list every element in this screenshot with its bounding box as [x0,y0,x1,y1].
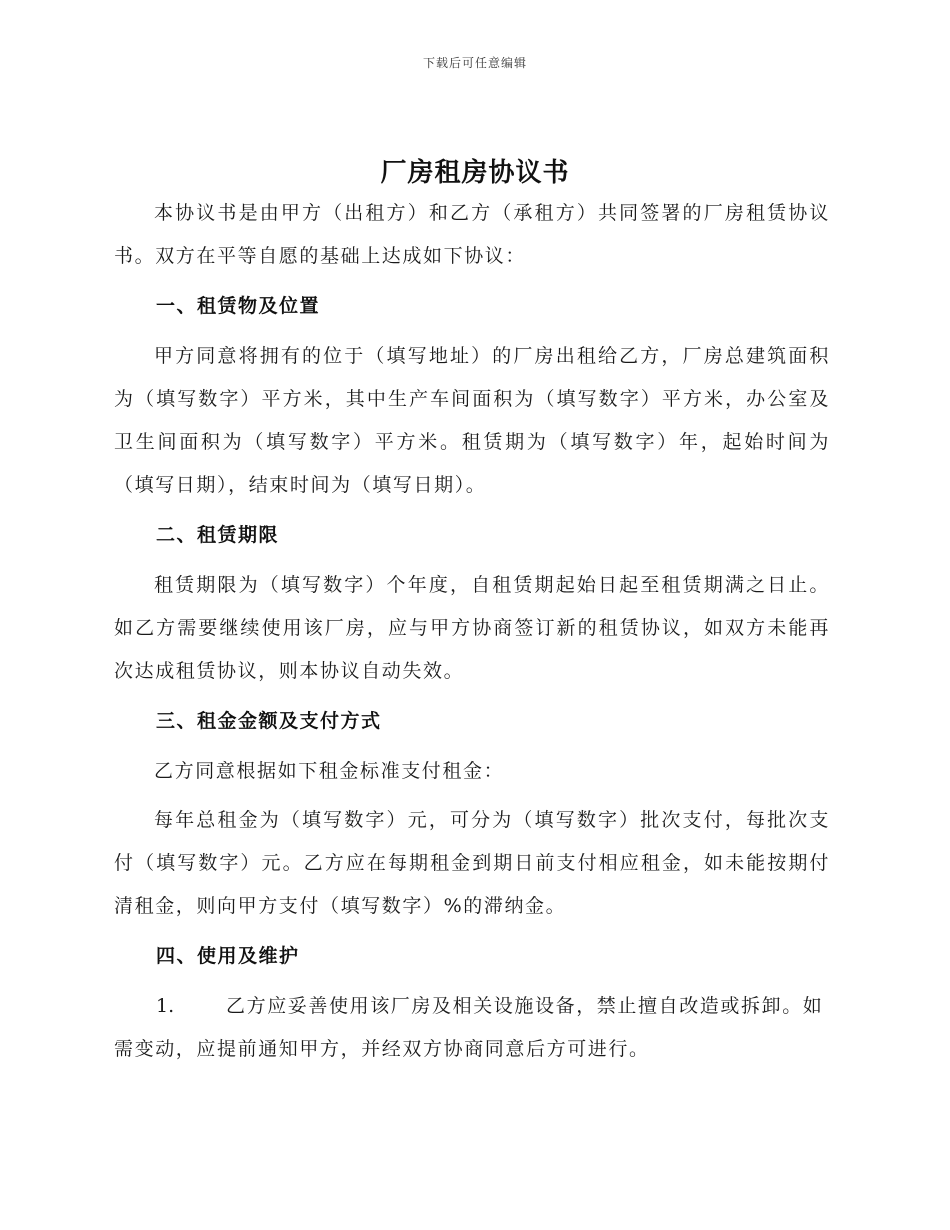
list-item [114,985,830,1071]
section-2-paragraph: 租赁期限为（填写数字）个年度，自租赁期起始日起至租赁期满之日止。如乙方需要继续使用该厂房，应与甲方协商签订新的租赁协议，如双方未能再次达成租赁协议，则本协议自动失效。 [114,574,830,682]
header-note: 下载后可任意编辑 [422,56,527,70]
section-heading-1: 一、租赁物及位置 [156,295,321,317]
section-heading-4: 四、使用及维护 [156,945,300,967]
section-1-paragraph: 甲方同意将拥有的位于（填写地址）的厂房出租给乙方，厂房总建筑面积为（填写数字）平方米，其中生产车间面积为（填写数字）平方米，办公室及卫生间面积为（填写数字）平方米。租赁期为（填写数字）年，起始时间为（填写日期），结束时间为（填写日期）。 [114,345,830,496]
document-body [114,192,830,1071]
intro-paragraph: 本协议书是由甲方（出租方）和乙方（承租方）共同签署的厂房租赁协议书。双方在平等自愿的基础上达成如下协议： [114,202,830,267]
list-item-text: 乙方应妥善使用该厂房及相关设施设备，禁止擅自改造或拆卸。如需变动，应提前通知甲方，并经双方协商同意后方可进行。 [114,995,824,1060]
section-heading-2: 二、租赁期限 [156,524,280,546]
document-title: 厂房租房协议书 [380,158,570,188]
list-item-number: 1. [156,995,175,1017]
section-3-paragraph-2: 每年总租金为（填写数字）元，可分为（填写数字）批次支付，每批次支付（填写数字）元。乙方应在每期租金到期日前支付相应租金，如未能按期付清租金，则向甲方支付（填写数字）%的滞纳金。 [114,809,830,917]
section-3-paragraph-1: 乙方同意根据如下租金标准支付租金： [154,760,505,782]
section-heading-3: 三、租金金额及支付方式 [156,710,382,732]
